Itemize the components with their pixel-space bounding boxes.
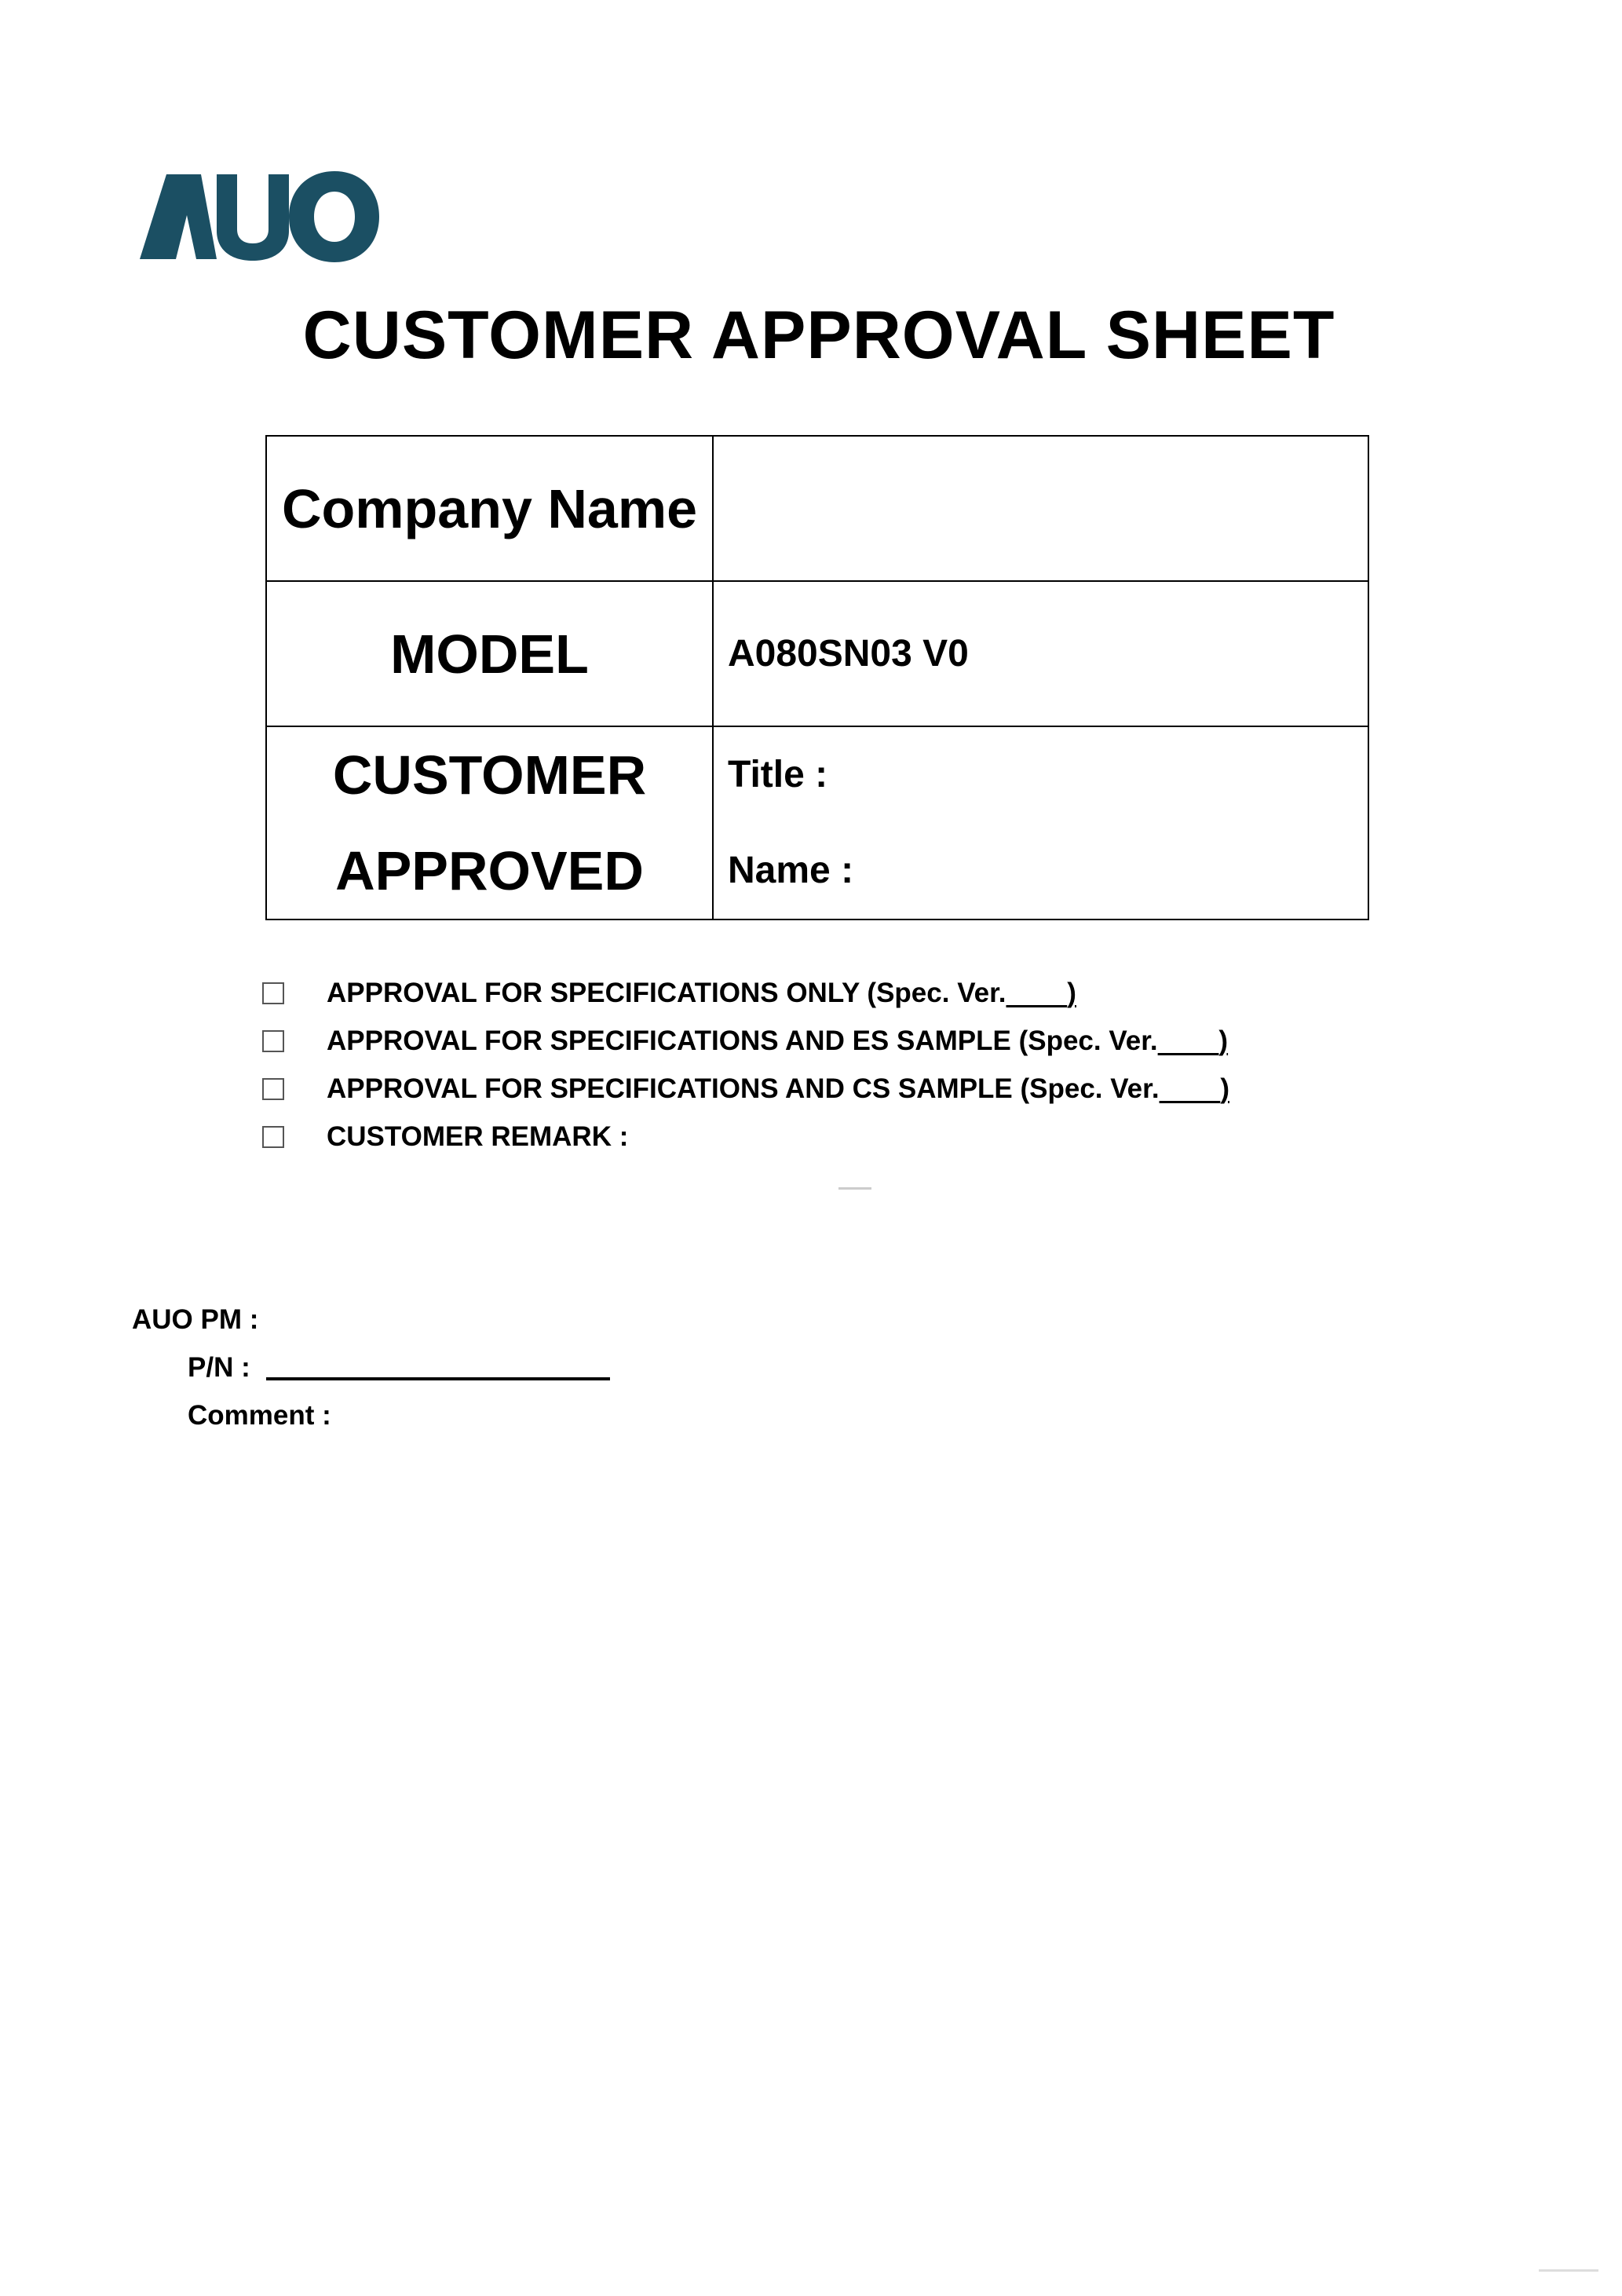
spec-version-blank[interactable]: ) bbox=[1067, 977, 1076, 1008]
table-row-company bbox=[266, 436, 1368, 581]
auo-pm-section bbox=[132, 1296, 610, 1439]
table-row-model bbox=[266, 581, 1368, 726]
spec-version-blank[interactable]: ) bbox=[1218, 1025, 1229, 1056]
customer-label-line1: CUSTOMER bbox=[332, 744, 647, 806]
page-title: CUSTOMER APPROVAL SHEET bbox=[302, 298, 1335, 373]
logo-letter-u bbox=[217, 174, 289, 261]
customer-approved-label bbox=[266, 726, 713, 919]
pn-input-line[interactable] bbox=[266, 1377, 610, 1380]
option-customer-remark bbox=[262, 1113, 1229, 1161]
auo-logo bbox=[140, 171, 379, 262]
logo-letter-o bbox=[289, 171, 379, 262]
company-name-label: Company Name bbox=[266, 436, 713, 581]
option-label: APPROVAL FOR SPECIFICATIONS AND CS SAMPLE (Spec. Ver. bbox=[327, 1073, 1160, 1104]
customer-label-line2: APPROVED bbox=[335, 840, 644, 901]
pn-row bbox=[132, 1344, 610, 1391]
model-label: MODEL bbox=[266, 581, 713, 726]
approval-table bbox=[265, 435, 1369, 920]
title-field[interactable]: Title : bbox=[728, 754, 828, 795]
footer-artifact bbox=[1539, 2269, 1598, 2272]
spec-version-blank[interactable]: ) bbox=[1220, 1073, 1229, 1104]
spec-only-checkbox[interactable] bbox=[262, 982, 284, 1004]
customer-remark-checkbox[interactable] bbox=[262, 1126, 284, 1148]
company-name-field[interactable] bbox=[713, 436, 1368, 581]
option-label: APPROVAL FOR SPECIFICATIONS AND ES SAMPLE (Spec. Ver. bbox=[327, 1025, 1158, 1056]
approval-options bbox=[262, 969, 1229, 1161]
option-label: APPROVAL FOR SPECIFICATIONS ONLY (Spec. Ver. bbox=[327, 977, 1006, 1008]
option-label: CUSTOMER REMARK : bbox=[327, 1121, 629, 1152]
table-row-customer-approved bbox=[266, 726, 1368, 919]
comment-label: Comment : bbox=[188, 1399, 331, 1431]
pn-label: P/N : bbox=[188, 1351, 250, 1383]
option-spec-cs-sample bbox=[262, 1065, 1229, 1113]
option-spec-es-sample bbox=[262, 1017, 1229, 1065]
option-spec-only bbox=[262, 969, 1229, 1017]
logo-letter-a bbox=[140, 174, 217, 259]
model-value: A080SN03 V0 bbox=[713, 581, 1368, 726]
auo-pm-label: AUO PM : bbox=[132, 1303, 259, 1335]
scan-artifact bbox=[838, 1187, 871, 1190]
spec-es-sample-checkbox[interactable] bbox=[262, 1030, 284, 1052]
spec-cs-sample-checkbox[interactable] bbox=[262, 1078, 284, 1100]
name-field[interactable]: Name : bbox=[728, 850, 854, 891]
customer-approved-fields bbox=[713, 726, 1368, 919]
